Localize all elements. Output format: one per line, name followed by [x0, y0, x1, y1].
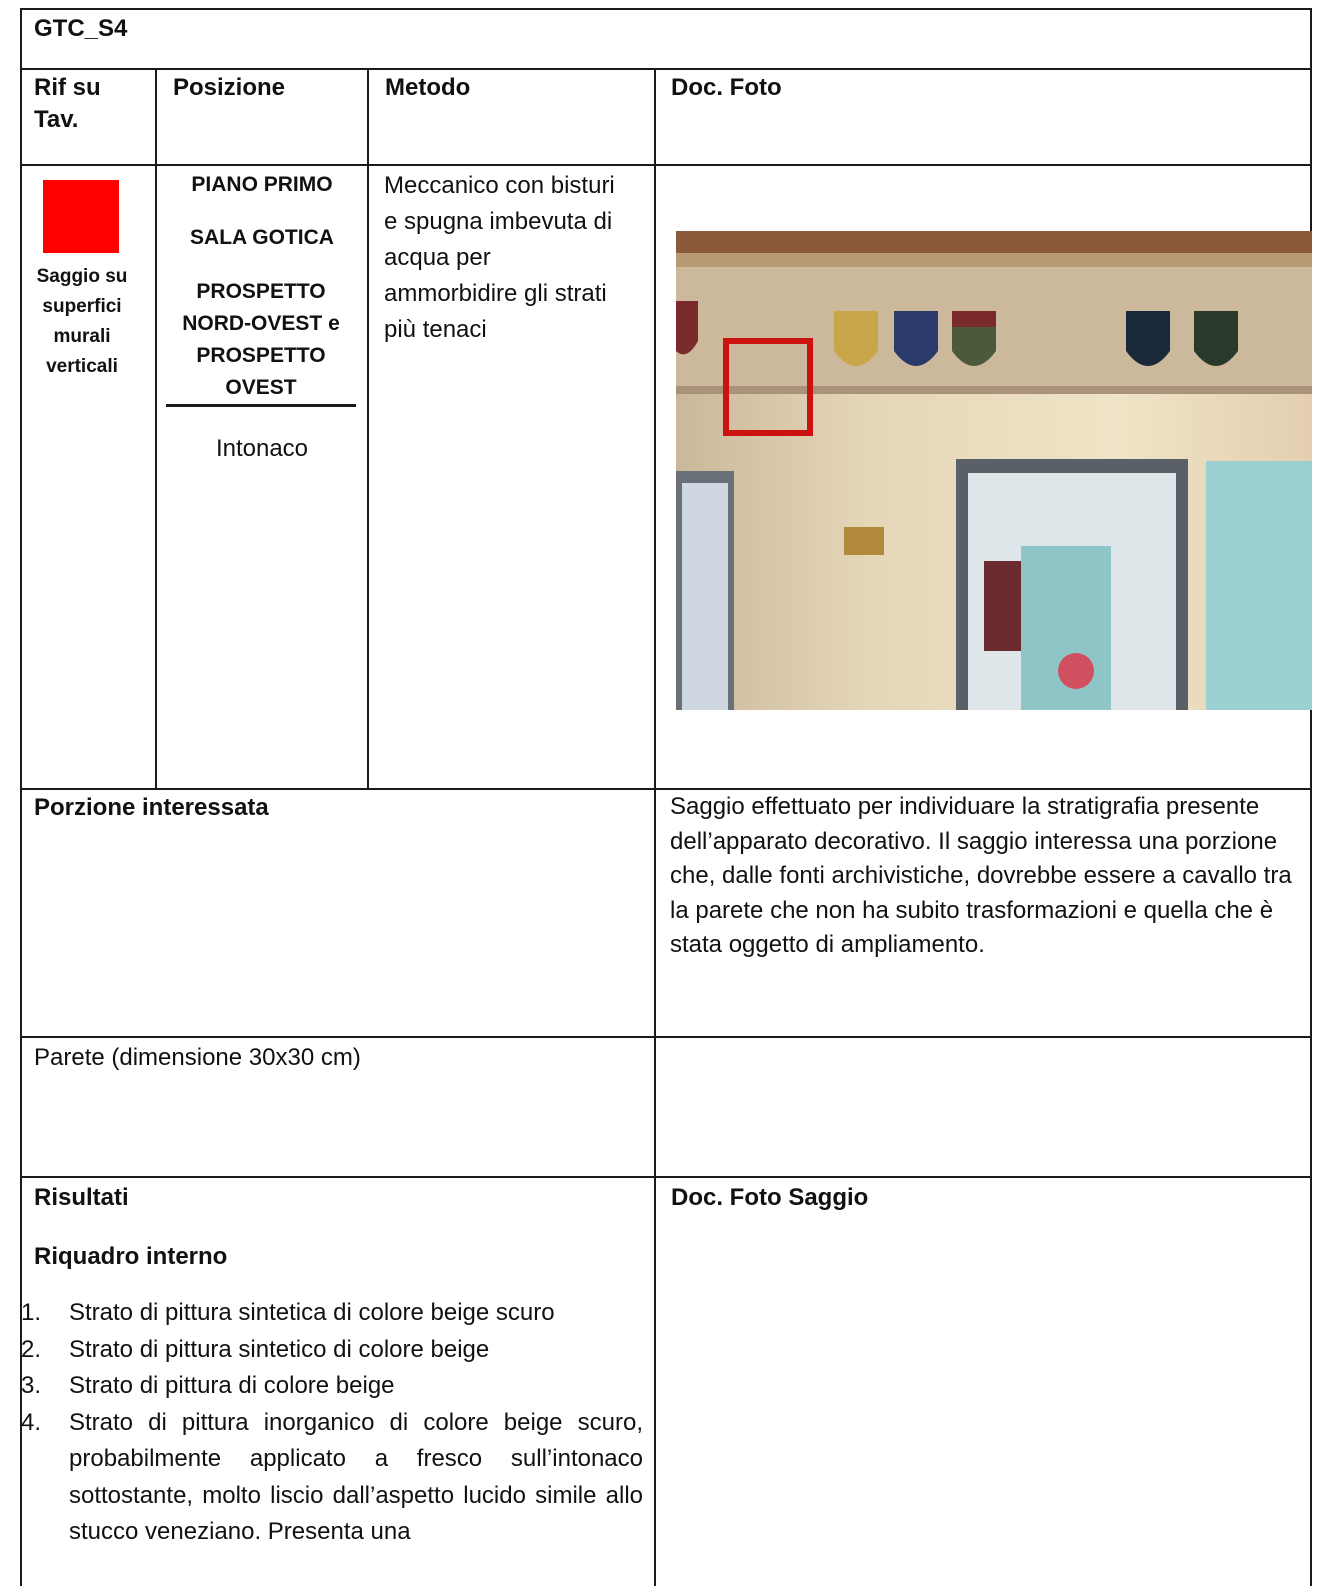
list-item-number: 4. [21, 1408, 42, 1436]
list-item-text: Strato di pittura sintetica di colore beige scuro [69, 1299, 555, 1326]
columns-row-divider [20, 164, 1312, 166]
portion-description: Saggio effettuato per individuare la stratigrafia presente dell’apparato decorativo. Il saggio interessa una porzione che, dalle fonti archivistiche, dovrebbe essere a cavallo tra la parete che non ha subito trasformazioni e quella che è stata oggetto di ampliamento. [670, 793, 1292, 958]
table-border-top [20, 8, 1312, 10]
location-facade: PROSPETTO NORD-OVEST e PROSPETTO OVEST [182, 280, 340, 399]
results-list [21, 1295, 643, 1551]
header-row-divider [20, 68, 1312, 70]
room-photo [676, 231, 1312, 710]
method-text: Meccanico con bisturi e spugna imbevuta di acqua per ammorbidire gli strati più tenaci [384, 172, 615, 343]
location-room: SALA GOTICA [190, 226, 334, 249]
col-heading-posizione: Posizione [173, 74, 286, 101]
col-divider-2 [367, 68, 369, 788]
doc-foto-saggio-label: Doc. Foto Saggio [671, 1184, 869, 1211]
marker-label: Saggio su superfici murali verticali [36, 266, 128, 377]
wall-row-divider [20, 1176, 1312, 1178]
location-separator [166, 404, 356, 407]
list-item [21, 1368, 643, 1405]
location-floor: PIANO PRIMO [191, 173, 333, 196]
list-item-number: 1. [21, 1299, 42, 1326]
list-item-number: 3. [21, 1372, 42, 1399]
results-subheading: Riquadro interno [34, 1243, 228, 1270]
red-marker-square [43, 180, 119, 253]
list-item-text: Strato di pittura di colore beige [69, 1372, 395, 1399]
portion-label: Porzione interessata [34, 794, 269, 821]
list-item-number: 2. [21, 1335, 42, 1363]
col-heading-doc-foto: Doc. Foto [671, 74, 782, 101]
location-material: Intonaco [215, 435, 309, 462]
results-label: Risultati [34, 1184, 129, 1211]
wall-dimension: Parete (dimensione 30x30 cm) [34, 1044, 361, 1071]
sheet-code: GTC_S4 [34, 15, 128, 42]
portion-row-divider [20, 1036, 1312, 1038]
list-item [21, 1295, 643, 1332]
list-item-text: Strato di pittura sintetico di colore beige [69, 1335, 490, 1363]
col-heading-rif: Rif su Tav. [34, 74, 101, 133]
list-item [21, 1332, 643, 1369]
col-divider-3 [654, 68, 656, 1586]
col-heading-metodo: Metodo [385, 74, 471, 101]
col-divider-1 [155, 68, 157, 788]
list-item-text: Strato di pittura inorganico di colore beige scuro, probabilmente applicato a fresco sull’intonaco sottostante, molto liscio dall’aspetto lucido simile allo stucco veneziano. Presenta una [69, 1408, 643, 1545]
list-item [21, 1405, 643, 1551]
